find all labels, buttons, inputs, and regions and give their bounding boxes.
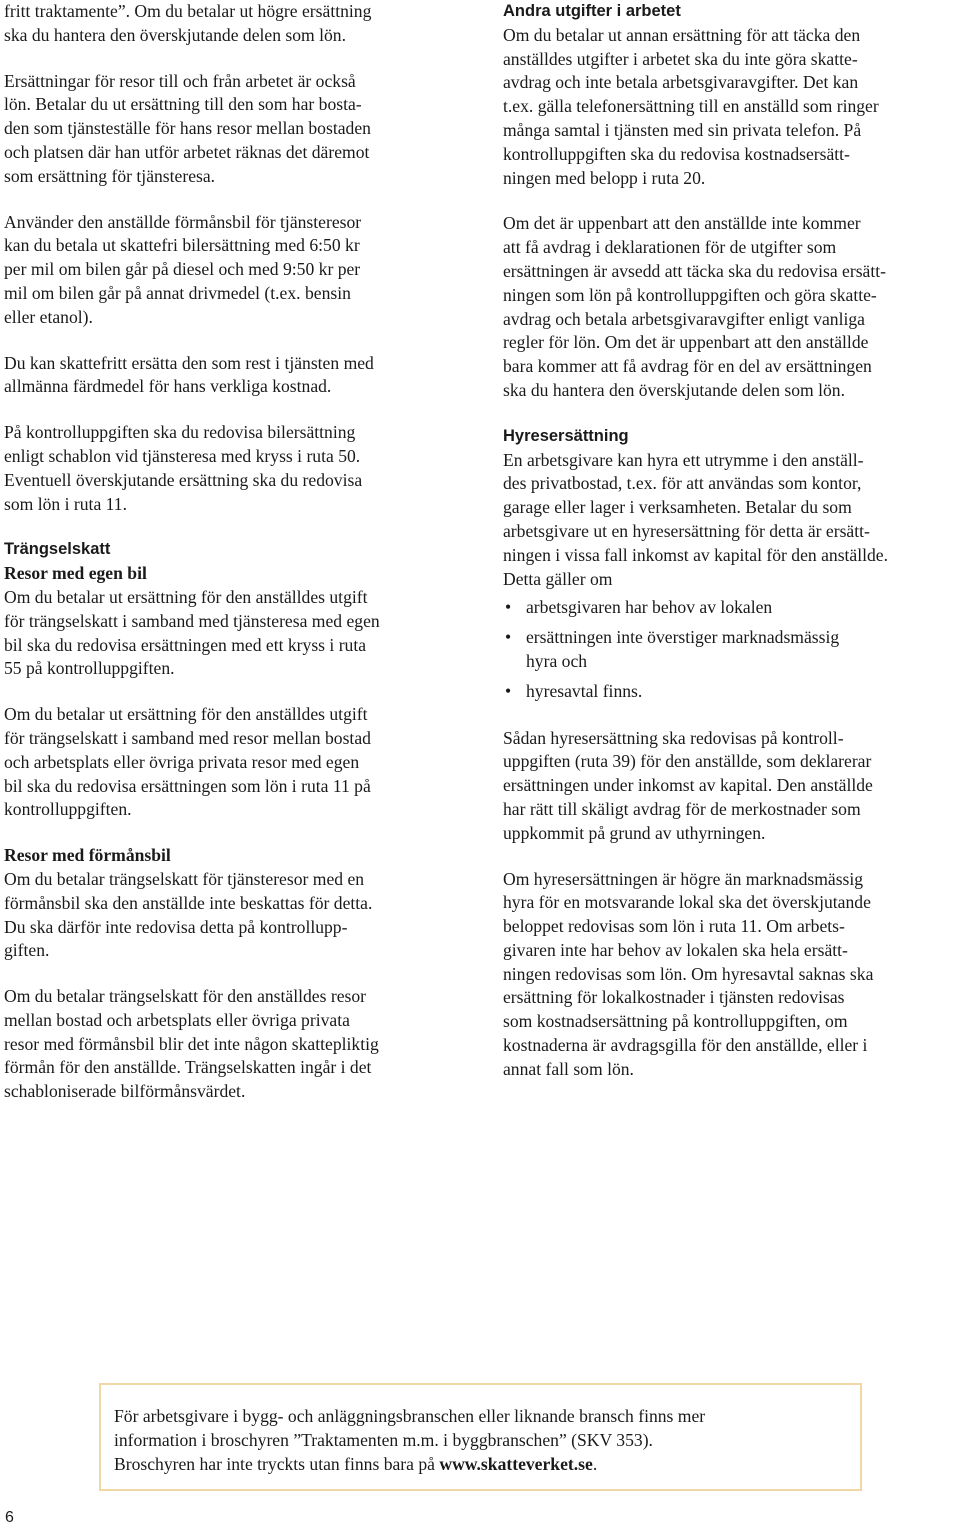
text-line: ersättningen är avsedd att täcka ska du redovisa ersätt- <box>503 260 886 281</box>
text-line: bara kommer att få avdrag för en del av ersättningen <box>503 356 872 377</box>
paragraph <box>4 0 464 48</box>
text-line: som ersättning för tjänsteresa. <box>4 165 216 186</box>
text-line: bil ska du redovisa ersättningen med ett kryss i ruta <box>4 634 367 655</box>
text-line: uppkommit på grund av uthyrningen. <box>503 822 766 843</box>
text-line: På kontrolluppgiften ska du redovisa bilersättning <box>4 422 356 443</box>
section-heading-andra-utgifter: Andra utgifter i arbetet <box>503 2 681 20</box>
text-line: arbetsgivare ut en hyresersättning för detta är ersätt- <box>503 520 870 541</box>
text-line: avdrag och betala arbetsgivaravgifter enligt vanliga <box>503 308 865 329</box>
text-line: beloppet redovisas som lön i ruta 11. Om arbets- <box>503 916 845 937</box>
paragraph <box>4 868 464 963</box>
text-line: har rätt till skäligt avdrag för de merkostnader som <box>503 798 861 819</box>
text-line: Eventuell överskjutande ersättning ska du redovisa <box>4 469 363 490</box>
text-line: ska du hantera den överskjutande delen som lön. <box>503 379 846 400</box>
paragraph <box>4 586 464 681</box>
text-line: eller etanol). <box>4 306 93 327</box>
text-line: lön. Betalar du ut ersättning till den som har bosta- <box>4 94 362 115</box>
text-line: Om du betalar trängselskatt för tjänsteresor med en <box>4 868 365 889</box>
text-line: hyra för en motsvarande lokal ska det överskjutande <box>503 892 871 913</box>
bullet-item <box>503 626 959 674</box>
text-line: ningen med belopp i ruta 20. <box>503 167 706 188</box>
text-line: ersättning för lokalkostnader i tjänsten redovisas <box>503 987 845 1008</box>
text-line: Om det är uppenbart att den anställde inte kommer <box>503 213 861 234</box>
text-line: kostnaderna är avdragsgilla för den anställde, eller i <box>503 1035 868 1056</box>
paragraph <box>4 421 464 516</box>
text-line: mil om bilen går på annat drivmedel (t.ex. bensin <box>4 282 351 303</box>
text-line: givaren inte har behov av lokalen ska hela ersätt- <box>503 939 848 960</box>
text-line: kan du betala ut skattefri bilersättning med 6:50 kr <box>4 235 360 256</box>
paragraph <box>503 24 959 191</box>
paragraph <box>4 352 464 400</box>
bullet-item <box>503 680 959 704</box>
bullet-icon: • <box>505 627 512 648</box>
paragraph <box>4 985 464 1104</box>
text-line: att få avdrag i deklarationen för de utgifter som <box>503 237 837 258</box>
text-line: kontrolluppgiften ska du redovisa kostnadsersätt- <box>503 143 850 164</box>
text-line: Om hyresersättningen är högre än marknadsmässig <box>503 868 864 889</box>
text-line: den som tjänsteställe för hans resor mellan bostaden <box>4 118 371 139</box>
info-box-line: information i broschyren ”Traktamenten m.m. i byggbranschen” (SKV 353). <box>114 1429 653 1450</box>
text-line: ska du hantera den överskjutande delen som lön. <box>4 24 347 45</box>
text-line: allmänna färdmedel för hans verkliga kostnad. <box>4 376 332 397</box>
text-line: avdrag och inte betala arbetsgivaravgifter. Det kan <box>503 72 859 93</box>
text-line: mellan bostad och arbetsplats eller övriga privata <box>4 1009 350 1030</box>
subheading-egen-bil: Resor med egen bil <box>4 563 147 584</box>
text-line: förmånsbil ska den anställde inte beskattas för detta. <box>4 892 373 913</box>
text-line: Om du betalar trängselskatt för den anställdes resor <box>4 986 367 1007</box>
text-line: garage eller lager i verksamheten. Betalar du som <box>503 497 852 518</box>
text-line: hyresavtal finns. <box>526 680 643 701</box>
paragraph <box>4 211 464 330</box>
info-box-line: För arbetsgivare i bygg- och anläggningsbranschen eller liknande bransch finns mer <box>114 1406 706 1426</box>
text-line: kontrolluppgiften. <box>4 799 132 820</box>
paragraph <box>4 70 464 189</box>
text-line: Du kan skattefritt ersätta den som rest i tjänsten med <box>4 352 374 373</box>
bullet-icon: • <box>505 680 512 701</box>
info-box-line <box>114 1453 860 1477</box>
skatteverket-link[interactable]: www.skatteverket.se <box>439 1453 593 1474</box>
paragraph <box>503 868 959 1082</box>
text-line: En arbetsgivare kan hyra ett utrymme i den anställ- <box>503 449 864 470</box>
text-line: hyra och <box>526 650 588 671</box>
info-box <box>99 1383 862 1491</box>
bullet-text <box>526 596 959 620</box>
bullet-list <box>503 596 959 703</box>
text-line: anställdes utgifter i arbetet ska du inte göra skatte- <box>503 48 858 69</box>
text-line: många samtal i tjänsten med sin privata telefon. På <box>503 119 862 140</box>
text-line: 55 på kontrolluppgiften. <box>4 658 175 679</box>
text-line: och platsen där han utför arbetet räknas det däremot <box>4 141 370 162</box>
text-line: annat fall som lön. <box>503 1058 634 1079</box>
section-heading-hyresersattning: Hyresersättning <box>503 426 629 445</box>
text-line: bil ska du redovisa ersättningen som lön i ruta 11 på <box>4 775 371 796</box>
text-line: arbetsgivaren har behov av lokalen <box>526 597 773 618</box>
text-line: Om du betalar ut ersättning för den anställdes utgift <box>4 704 368 725</box>
paragraph <box>4 703 464 822</box>
text-line: resor med förmånsbil blir det inte någon skattepliktig <box>4 1033 379 1054</box>
right-column <box>503 0 959 1104</box>
text-line: Detta gäller om <box>503 568 613 589</box>
paragraph <box>503 727 959 846</box>
text-line: Du ska därför inte redovisa detta på kontrollupp- <box>4 916 348 937</box>
text-line: Om du betalar ut annan ersättning för att täcka den <box>503 24 861 45</box>
paragraph <box>503 212 959 402</box>
text-line: per mil om bilen går på diesel och med 9:50 kr per <box>4 259 361 280</box>
text-line: Sådan hyresersättning ska redovisas på kontroll- <box>503 727 844 748</box>
text-line: ersättningen inte överstiger marknadsmässig <box>526 627 840 648</box>
section-heading-trangselskatt: Trängselskatt <box>4 540 111 559</box>
bullet-text <box>526 680 959 704</box>
text-line: för trängselskatt i samband med tjänsteresa med egen <box>4 610 380 631</box>
text-line: ningen redovisas som lön. Om hyresavtal saknas ska <box>503 963 874 984</box>
text-line: Använder den anställde förmånsbil för tjänsteresor <box>4 211 362 232</box>
subheading-formansbil: Resor med förmånsbil <box>4 845 171 866</box>
text-line: schabloniserade bilförmånsvärdet. <box>4 1081 246 1102</box>
bullet-item <box>503 596 959 620</box>
text-line: fritt traktamente”. Om du betalar ut högre ersättning <box>4 1 372 21</box>
paragraph <box>503 449 959 592</box>
text-line: giften. <box>4 940 50 961</box>
text-line: Ersättningar för resor till och från arbetet är också <box>4 70 356 91</box>
text-line: enligt schablon vid tjänsteresa med kryss i ruta 50. <box>4 445 361 466</box>
bullet-text <box>526 626 959 674</box>
text-line: regler för lön. Om det är uppenbart att den anställde <box>503 332 869 353</box>
text-line: uppgiften (ruta 39) för den anställde, som deklarerar <box>503 751 872 772</box>
text-line: ningen i vissa fall inkomst av kapital för den anställde. <box>503 544 889 565</box>
left-column <box>4 0 464 1126</box>
info-box-period: . <box>592 1453 598 1474</box>
text-line: ningen som lön på kontrolluppgiften och göra skatte- <box>503 284 877 305</box>
text-line: förmån för den anställde. Trängselskatten ingår i det <box>4 1057 372 1078</box>
page-number: 6 <box>5 1509 14 1526</box>
text-line: som kostnadsersättning på kontrolluppgiften, om <box>503 1011 848 1032</box>
info-box-text: Broschyren har inte tryckts utan finns bara på <box>114 1453 440 1474</box>
text-line: för trängselskatt i samband med resor mellan bostad <box>4 727 371 748</box>
text-line: och arbetsplats eller övriga privata resor med egen <box>4 751 360 772</box>
text-line: som lön i ruta 11. <box>4 493 127 514</box>
text-line: des privatbostad, t.ex. för att användas som kontor, <box>503 473 862 494</box>
bullet-icon: • <box>505 597 512 618</box>
text-line: ersättningen under inkomst av kapital. Den anställde <box>503 775 873 796</box>
text-line: t.ex. gälla telefonersättning till en anställd som ringer <box>503 96 879 117</box>
text-line: Om du betalar ut ersättning för den anställdes utgift <box>4 586 368 607</box>
